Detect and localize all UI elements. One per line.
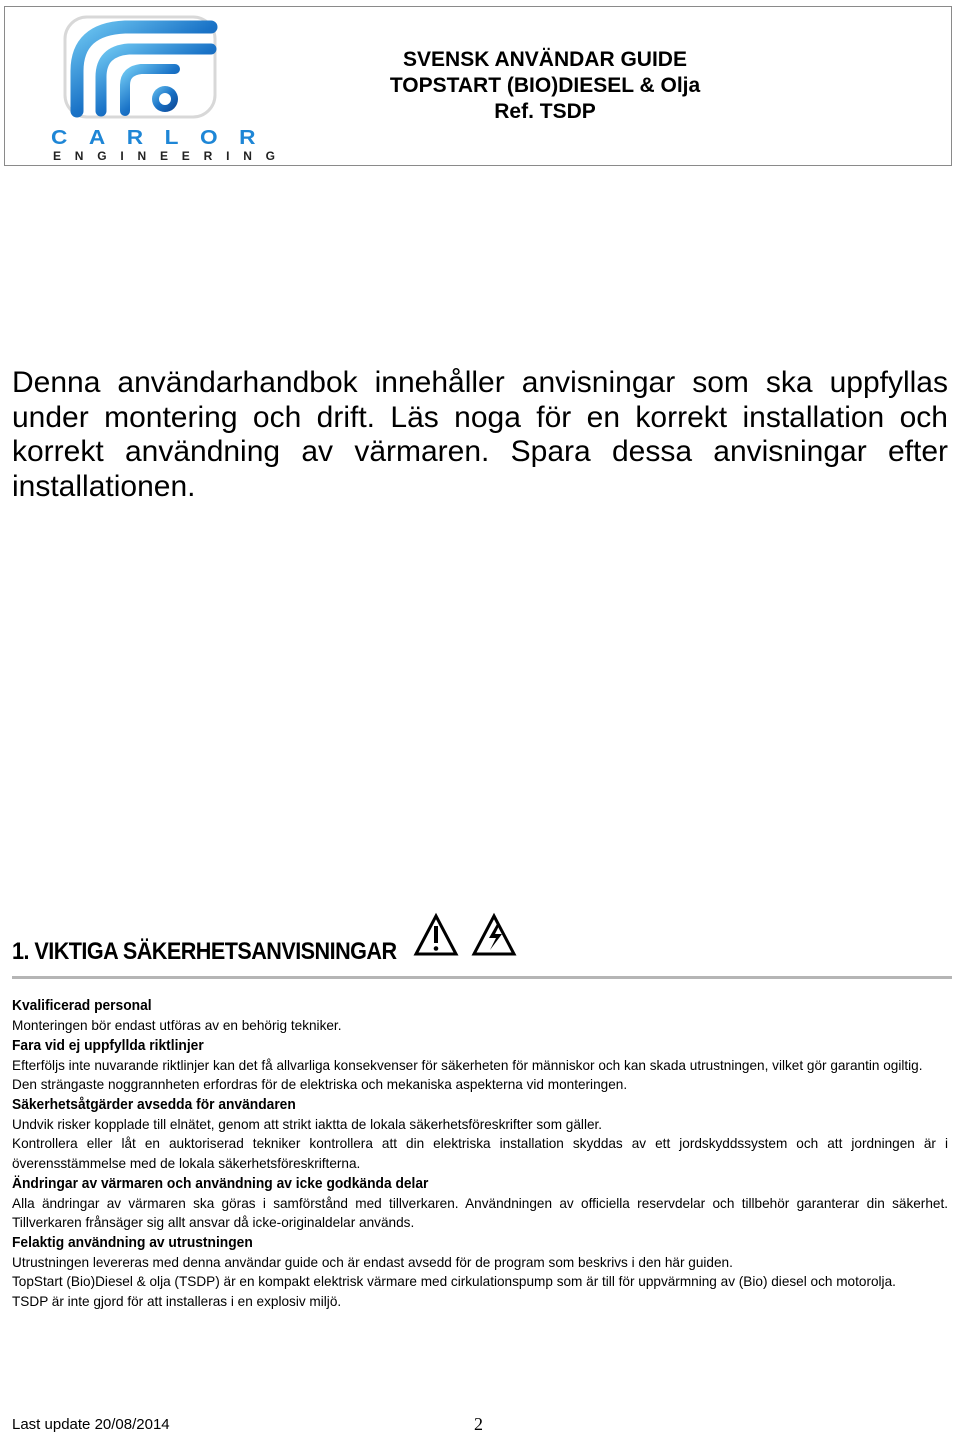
paragraph: TSDP är inte gjord för att installeras i en explosiv miljö. bbox=[12, 1293, 342, 1309]
paragraph: Monteringen bör endast utföras av en behörig tekniker. bbox=[12, 1018, 342, 1033]
subheading: Felaktig användning av utrustningen bbox=[12, 1233, 253, 1251]
section-divider bbox=[12, 976, 952, 979]
logo-brand-text: CARLOR bbox=[51, 127, 277, 149]
warning-exclamation-icon bbox=[416, 916, 456, 954]
last-update: Last update 20/08/2014 bbox=[12, 1416, 170, 1433]
paragraph: Kontrollera eller låt en auktoriserad tekniker kontrollera att din elektriska installation skyddas av ett jordskyddssystem och att jordningen är i överensstämmelse med de lokala säkerhetsföreskrifterna. bbox=[12, 1136, 948, 1171]
carlor-logo bbox=[25, 11, 295, 161]
title-line: TOPSTART (BIO)DIESEL & Olja bbox=[389, 74, 701, 97]
carlor-wifi-logo-icon bbox=[65, 17, 215, 117]
section-heading bbox=[12, 926, 439, 966]
paragraph: Efterföljs inte nuvarande riktlinjer kan det få allvarliga konsekvenser för säkerheten för människor och kan skada utrustningen, vilket gör garantin ogiltig. bbox=[12, 1057, 923, 1073]
document-title bbox=[305, 47, 785, 125]
paragraph: Utrustningen levereras med denna användar guide och är endast avsedd för de program som beskrivs i den här guiden. bbox=[12, 1254, 733, 1270]
paragraph: Undvik risker kopplade till elnätet, genom att strikt iaktta de lokala säkerhetsföreskrifter som gäller. bbox=[12, 1116, 603, 1132]
section-title: 1. VIKTIGA SÄKERHETSANVISNINGAR bbox=[12, 938, 397, 965]
paragraph: TopStart (Bio)Diesel & olja (TSDP) är en kompakt elektrisk värmare med cirkulationspump som är till för uppvärmning av (Bio) diesel och motorolja. bbox=[12, 1274, 896, 1290]
electrical-hazard-icon bbox=[474, 916, 514, 954]
subheading: Säkerhetsåtgärder avsedda för användaren bbox=[12, 1095, 296, 1113]
paragraph: Alla ändringar av värmaren ska göras i samförstånd med tillverkaren. Användningen av officiella reservdelar och tillbehör garanterar din säkerhet. Tillverkaren frånsäger sig allt ansvar då icke-originaldelar används. bbox=[12, 1195, 948, 1231]
safety-content bbox=[12, 996, 948, 1312]
subheading: Fara vid ej uppfyllda riktlinjer bbox=[12, 1036, 204, 1054]
title-line: SVENSK ANVÄNDAR GUIDE bbox=[403, 48, 687, 71]
title-line: Ref. TSDP bbox=[494, 100, 596, 123]
page-number: 2 bbox=[474, 1414, 483, 1434]
header-box bbox=[4, 6, 952, 166]
logo-tagline-text: ENGINEERING bbox=[53, 149, 275, 161]
paragraph: Den strängaste noggrannheten erfordras för de elektriska och mekaniska aspekterna vid monteringen. bbox=[12, 1077, 628, 1093]
subheading: Kvalificerad personal bbox=[12, 997, 152, 1014]
intro-paragraph: Denna användarhandbok innehåller anvisningar som ska uppfyllas under montering och drift. Läs noga för en korrekt installation och korrekt användning av värmaren. Spara dessa anvisningar efter installationen. bbox=[12, 366, 948, 503]
subheading: Ändringar av värmaren och användning av icke godkända delar bbox=[12, 1174, 429, 1192]
warning-icons bbox=[410, 910, 530, 960]
